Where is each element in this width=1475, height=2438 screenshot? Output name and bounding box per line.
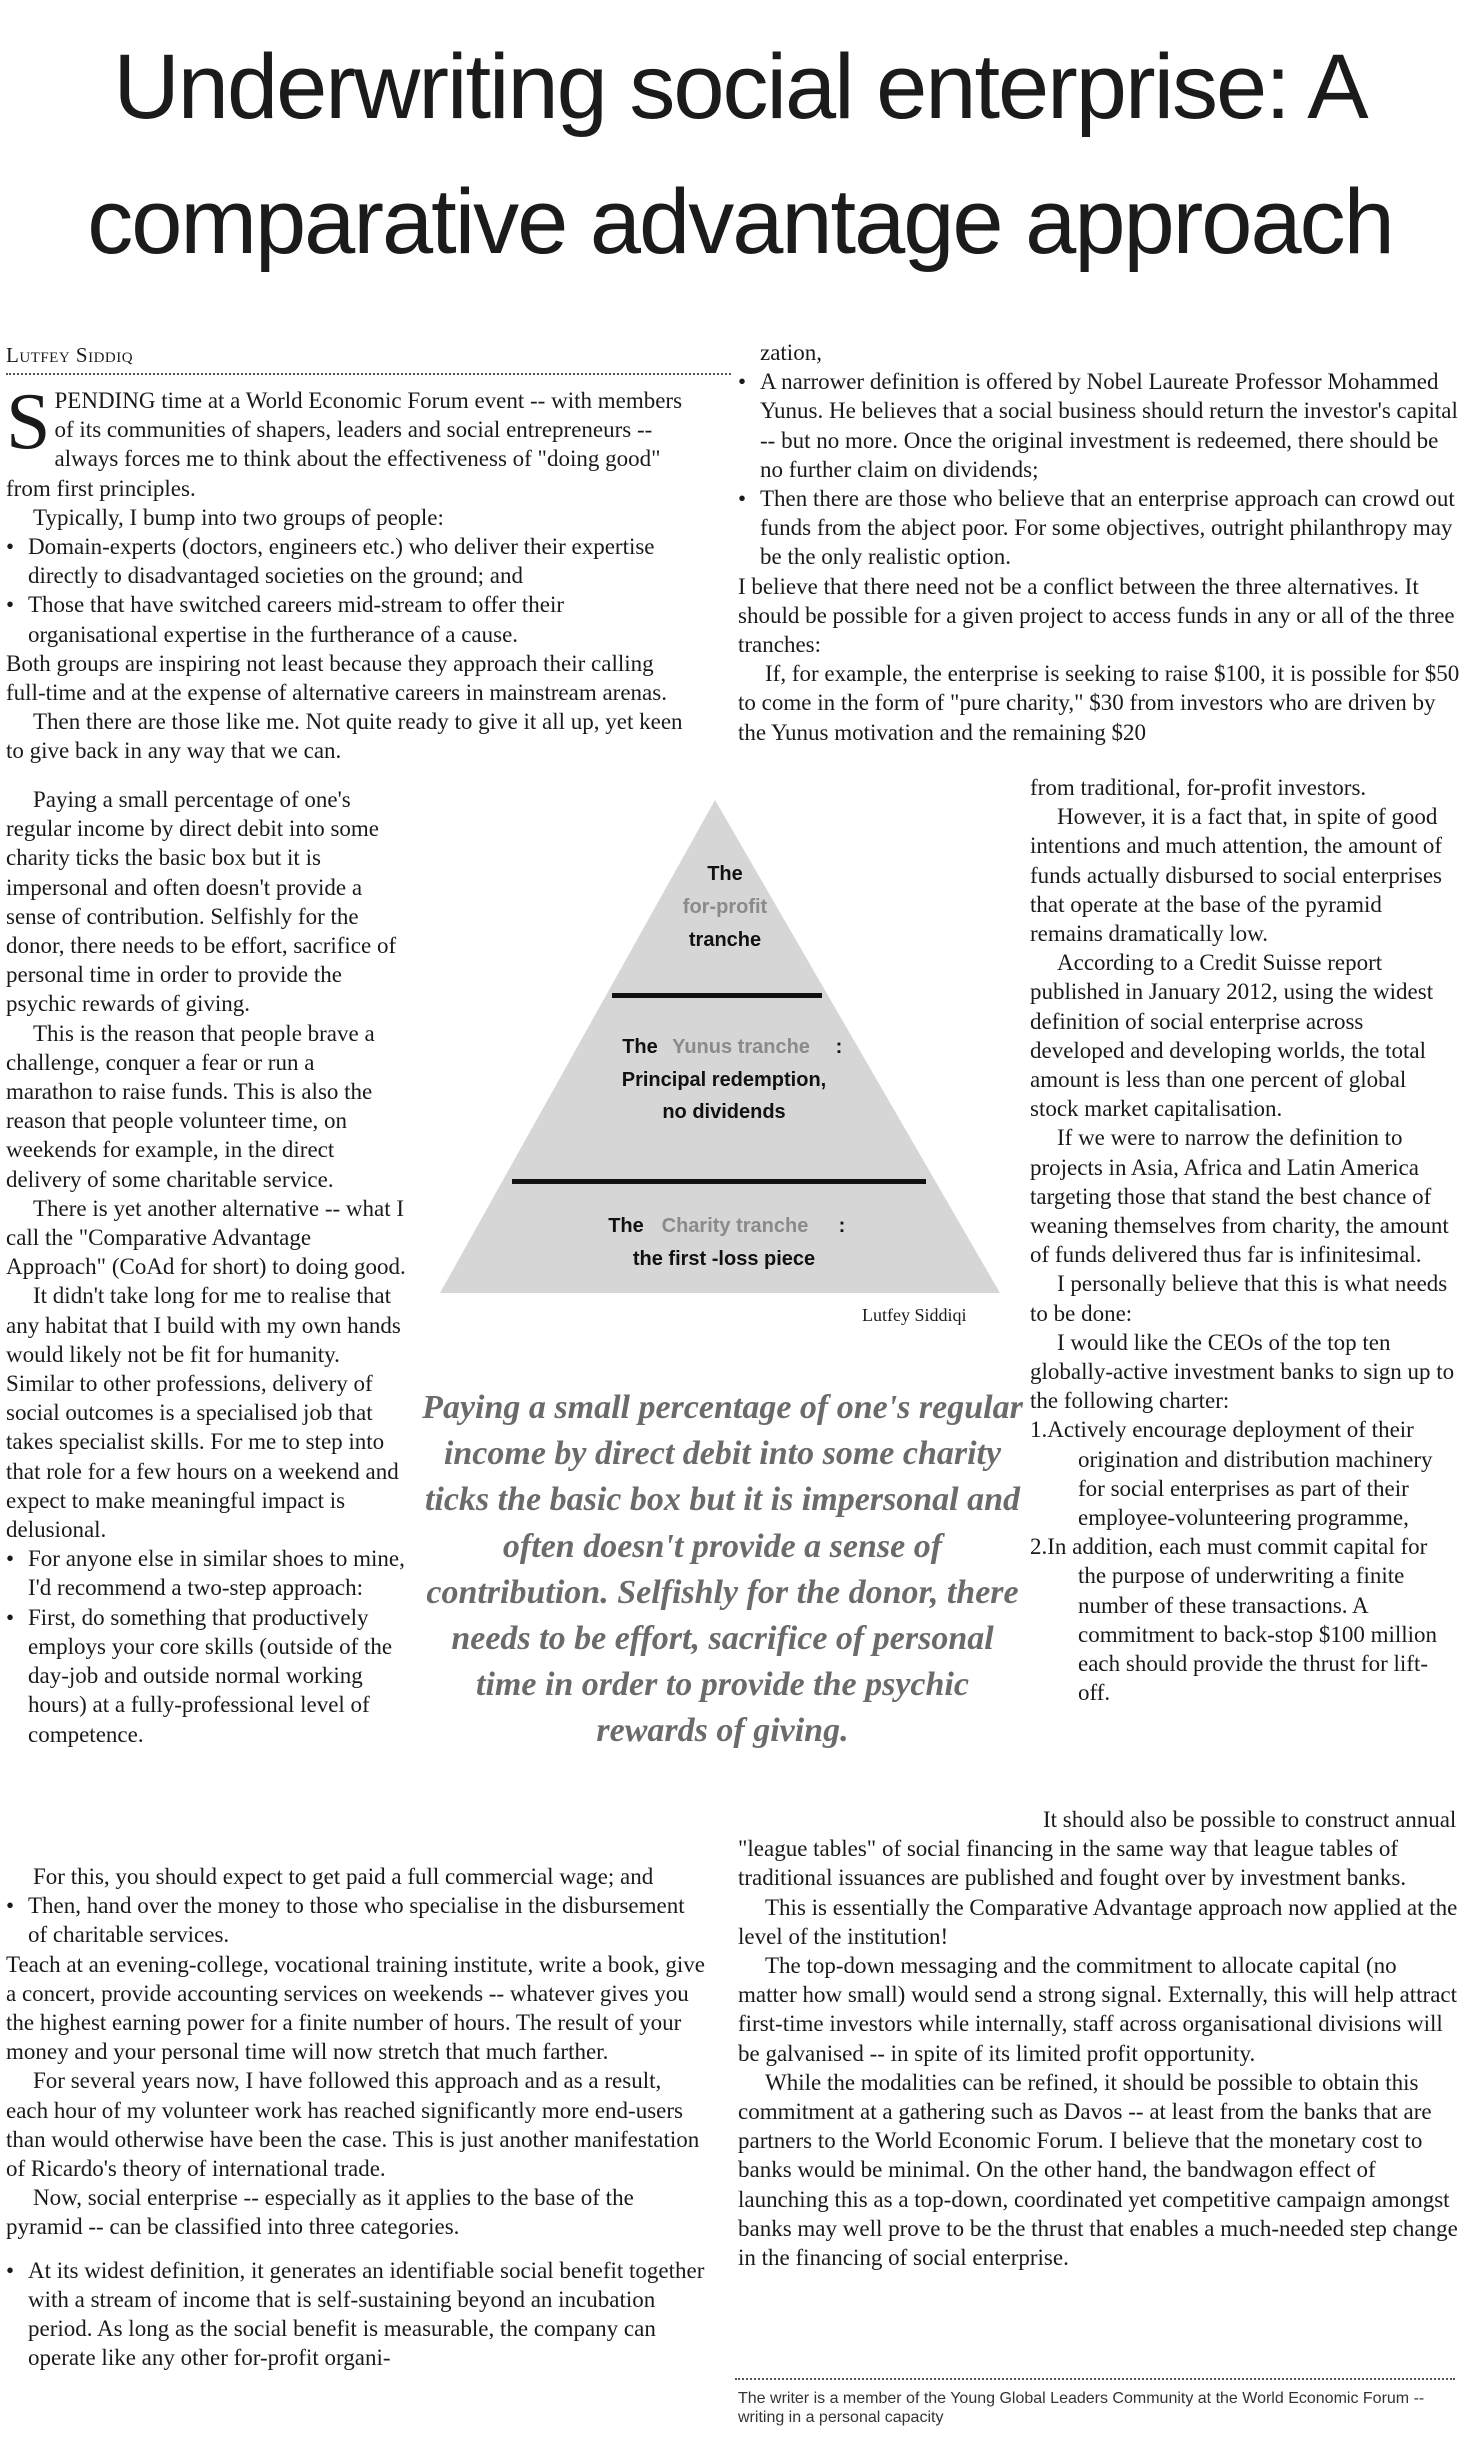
byline: Lutfey Siddiq [6,343,731,375]
figure-credit: Lutfey Siddiqi [862,1305,967,1325]
tier1-label: The [707,863,743,885]
bullet-item: • Domain-experts (doctors, engineers etc.) who deliver their expertise directly to disadvantaged societies on the ground; and [6,532,691,590]
tier1-name: for-profit [682,896,768,918]
bullet-item: • First, do something that productively employs your core skills (outside of the day-job and outside normal working hours) at a fully-professional level of competence. [6,1603,406,1749]
paragraph: Now, social enterprise -- especially as it applies to the base of the pyramid -- can be classified into three categories. [6,2185,634,2240]
paragraph: This is essentially the Comparative Advantage approach now applied at the level of the institution! [738,1894,1458,1949]
footer-divider [735,2378,1455,2380]
bullet-item: • At its widest definition, it generates an identifiable social benefit together with a stream of income that is self-sustaining beyond an incubation period. As long as the social benefit is measurable, the company can operate like any other for-profit organi- [6,2256,706,2373]
tier2-colon: : [835,1036,843,1058]
paragraph: It should also be possible to construct annual "league tables" of social financing in the same way that league tables of traditional issuances are published and fought over by investment banks. [738,1807,1457,1891]
right-column-narrow [1030,773,1460,1708]
tier-divider [512,1179,926,1184]
tier2-name: Yunus tranche [672,1036,810,1058]
paragraph: Paying a small percentage of one's regular income by direct debit into some charity ticks the basic box but it is impersonal and often doesn't provide a sense of contribution. Selfishly for the donor, there needs to be effort, sacrifice of personal time in order to provide the psychic rewards of giving. [6,787,397,1017]
tier3-desc: the first -loss piece [632,1248,816,1270]
paragraph: I would like the CEOs of the top ten globally-active investment banks to sign up to the following charter: [1030,1329,1455,1414]
drop-cap: S [6,378,51,466]
paragraph: There is yet another alternative -- what I call the "Comparative Advantage Approach" (CoAd for short) to doing good. [6,1195,406,1280]
paragraph: zation, [760,340,822,365]
paragraph: I believe that there need not be a conflict between the three alternatives. It should be possible for a given project to access funds in any or all of the three tranches: [738,573,1455,658]
paragraph: Then there are those like me. Not quite ready to give it all up, yet keen to give back in any way that we can. [6,709,683,764]
tier1-label: tranche [688,929,762,951]
paragraph: from traditional, for-profit investors. [1030,775,1367,800]
bullet-item: • A narrower definition is offered by Nobel Laureate Professor Mohammed Yunus. He believes that a social business should return the investor's capital -- but no more. Once the original investment is redeemed, there should be no further claim on dividends; [738,367,1460,484]
paragraph: This is the reason that people brave a challenge, conquer a fear or run a marathon to raise funds. This is also the reason that people volunteer time, on weekends for example, in the direct delivery of some charitable service. [6,1020,375,1192]
numbered-item: 1.Actively encourage deployment of their origination and distribution machinery for social enterprises as part of their employee-volunteering programme, [1030,1417,1433,1531]
tier2-label: The [622,1036,658,1058]
left-column-bottom [6,1862,706,2372]
bullet-item: • Then there are those who believe that an enterprise approach can crowd out funds from the abject poor. For some objectives, outright philanthropy may be the only realistic option. [738,484,1460,572]
paragraph: For this, you should expect to get paid a full commercial wage; and [33,1864,654,1889]
paragraph: Typically, I bump into two groups of people: [33,504,444,530]
opening-paragraph: SPENDING time at a World Economic Forum event -- with members of its communities of shapers, leaders and social entrepreneurs -- always forces me to think about the effectiveness of "doing good" from first principles. [6,378,683,501]
tier3-name: Charity tranche [661,1215,809,1237]
paragraph: If, for example, the enterprise is seeking to raise $100, it is possible for $50 to come in the form of "pure charity," $30 from investors who are driven by the Yunus motivation and the remaining $20 [738,661,1460,745]
bullet-item: • For anyone else in similar shoes to mine, I'd recommend a two-step approach: [6,1544,406,1602]
tier2-desc: Principal redemption, [621,1069,827,1091]
pull-quote: Paying a small percentage of one's regular income by direct debit into some charity ticks the basic box but it is impersonal and often doesn't provide a sense of contribution. Selfishly for the donor, there needs to be effort, sacrifice of personal time in order to provide the psychic rewards of giving. [422,1389,1023,1750]
footer-note: The writer is a member of the Young Global Leaders Community at the World Economic Forum -- writing in a personal capacity [738,2390,1425,2426]
tier3-colon: : [838,1215,846,1237]
bullet-item: • Then, hand over the money to those who specialise in the disbursement of charitable services. [6,1891,706,1949]
left-column-narrow [6,785,406,1749]
tier-divider [612,993,822,998]
paragraph: I personally believe that this is what needs to be done: [1030,1271,1448,1326]
paragraph: The top-down messaging and the commitment to allocate capital (no matter how small) would send a strong signal. Externally, this will help attract first-time investors while internally, staff across organisational divisions will be galvanised -- in spite of its limited profit opportunity. [738,1953,1458,2066]
right-column-bottom [738,1805,1460,2272]
paragraph: According to a Credit Suisse report published in January 2012, using the widest definition of social enterprise across developed and developing worlds, the total amount is less than one percent of global stock market capitalisation. [1030,950,1434,1122]
left-column-top [6,378,691,766]
headline: Underwriting social enterprise: A comparative advantage approach [87,36,1393,273]
paragraph: It didn't take long for me to realise that any habitat that I build with my own hands would likely not be fit for humanity. Similar to other professions, delivery of social outcomes is a specialised job that takes specialist skills. For me to step into that role for a few hours on a weekend and expect to make meaningful impact is delusional. [6,1283,401,1543]
tier2-desc: no dividends [662,1101,786,1123]
tier3-label: The [608,1215,644,1237]
paragraph: However, it is a fact that, in spite of good intentions and much attention, the amount of funds actually disbursed to social enterprises that operate at the base of the pyramid remains dramatically low. [1030,804,1443,947]
paragraph: For several years now, I have followed this approach and as a result, each hour of my volunteer work has reached significantly more end-users than would otherwise have been the case. This is just another manifestation of Ricardo's theory of international trade. [6,2068,700,2182]
numbered-item: 2.In addition, each must commit capital for the purpose of underwriting a finite number of these transactions. A commitment to back-stop $100 million each should provide the thrust for lift-off. [1030,1534,1438,1706]
paragraph: Both groups are inspiring not least because they approach their calling full-time and at the expense of alternative careers in mainstream arenas. [6,650,667,706]
right-column-top [738,338,1460,747]
paragraph: While the modalities can be refined, it should be possible to obtain this commitment at a gathering such as Davos -- at least from the banks that are partners to the World Economic Forum. I believe that the monetary cost to banks would be minimal. On the other hand, the bandwagon effect of launching this as a top-down, coordinated yet competitive campaign amongst banks may well prove to be the thrust that enables a much-needed step change in the financing of social enterprise. [738,2069,1458,2271]
pyramid-diagram [440,795,1000,1295]
paragraph: If we were to narrow the definition to projects in Asia, Africa and Latin America targeting those that stand the best chance of weaning themselves from charity, the amount of funds delivered thus far is infinitesimal. [1030,1125,1449,1268]
bullet-item: • Those that have switched careers mid-stream to offer their organisational expertise in the furtherance of a cause. [6,590,691,648]
paragraph: Teach at an evening-college, vocational training institute, write a book, give a concert, provide accounting services on weekends -- whatever gives you the highest earning power for a finite number of hours. The result of your money and your personal time will now stretch that much farther. [6,1951,706,2065]
